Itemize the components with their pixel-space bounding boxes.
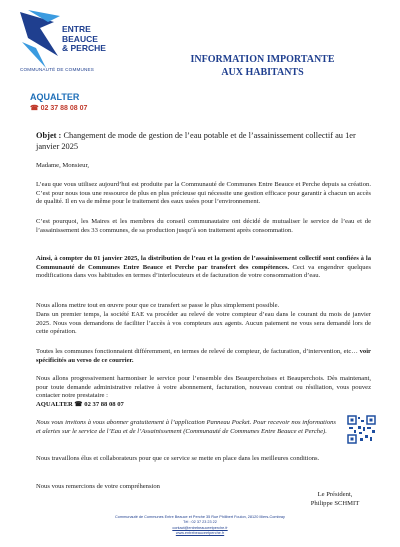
paragraph-4: Nous allons mettre tout en œuvre pour que ce transfert se passe le plus simplement possible. — [36, 302, 280, 309]
paragraph-6-bold: voir spécificités au verso de ce courrier. — [36, 348, 371, 364]
letter-subject — [36, 130, 371, 152]
footer-website-link[interactable]: www.entrebeauceetperche.fr — [175, 531, 225, 536]
signature-title: Le Président, — [317, 491, 353, 498]
paragraph-1: L’eau que vous utilisez aujourd’hui est produite par la Communauté de Communes Entre Beauce et Perche depuis sa création. C’est pour nous tous une ressource de plus en plus précieuse qui nécessite une gestion efficace pour garantir à chacun un accès de qualité. Il en va de même pour le traitement des eaux usées pour l’environnement. — [36, 181, 371, 206]
logo-line-3: & PERCHE — [62, 43, 106, 53]
logo-line-2: BEAUCE — [62, 33, 98, 44]
logo-line-1: ENTRE — [62, 24, 91, 34]
title-line-1: INFORMATION IMPORTANTE — [190, 54, 335, 65]
page-title — [170, 53, 355, 79]
paragraph-7 — [36, 375, 371, 409]
paragraph-10: Nous vous remercions de votre compréhension — [36, 483, 160, 490]
paragraph-6 — [36, 348, 371, 365]
title-line-2: AUX HABITANTS — [221, 67, 304, 78]
paragraph-2: C’est pourquoi, les Maires et les membres du conseil communautaire ont décidé de mutualiser le service de l’eau et de l’assainissement des 33 communes, de sa production jusqu’à son traitement après consommation. — [36, 218, 371, 234]
qr-code-icon — [347, 415, 376, 444]
footer-address: Communauté de Communes Entre Beauce et Perche 35 Rue Philibert Foulon, 28120 Illiers-Combray — [115, 515, 285, 519]
subject-text: Changement de mode de gestion de l’eau potable et de l’assainissement collectif au 1er janvier 2025 — [36, 131, 356, 151]
contact-phone: ☎ 02 37 88 08 07 — [30, 105, 88, 112]
salutation: Madame, Monsieur, — [36, 162, 90, 169]
logo-subtitle: COMMUNAUTÉ DE COMMUNES — [20, 67, 95, 72]
signature-name: Philippe SCHMIT — [310, 500, 360, 507]
subject-label: Objet : — [36, 131, 62, 140]
paragraph-3-rest: Ceci va engendrer quelques modifications dans vos habitudes en termes d’interlocuteurs et de facturation de votre consommation d’eau. — [36, 263, 371, 280]
logo-name — [62, 25, 106, 54]
paragraph-3-bold: Ainsi, à compter du 01 janvier 2025, la distribution de l’eau et la gestion de l’assainissement collectif sont confiées à la Communauté de Communes Entre Beauce et Perche par transfert des compétences. — [36, 255, 371, 271]
paragraph-6-start: Toutes les communes fonctionnaient différemment, en termes de relevé de compteur, de facturation, d’intervention, etc… — [36, 348, 358, 355]
paragraph-5: Dans un premier temps, la société EAE va procéder au relevé de votre compteur d’eau dans le courant du mois de janvier 2025. Nous vous demandons de faciliter l’accès à vos compteurs aux agents. Aucun paiement ne vous sera demandé lors de cette opération. — [36, 311, 371, 336]
paragraph-9: Nous travaillons élus et collaborateurs pour que ce service se mette en place dans les meilleures conditions. — [36, 455, 320, 462]
paragraph-7-text: Nous allons progressivement harmoniser le service pour l’ensemble des Beauperchoises et Beauperchois. Dès maintenant, pour toute demande administrative relative à votre abonnement, facturation, nouveau contrat ou résiliation, vous pouvez contacter notre prestataire : — [36, 375, 371, 400]
paragraph-8: Nous vous invitons à vous abonner gratuitement à l’application Panneau Pocket. Pour recevoir nos informations et alertes sur le service de l’Eau et de l’Assainissement (Communauté de Communes Entre Beauce et Perche). — [36, 419, 336, 435]
contact-name: AQUALTER — [30, 92, 80, 102]
footer — [60, 515, 340, 537]
footer-email-link[interactable]: contact@entrebeauceetperche.fr — [172, 525, 228, 530]
paragraph-7-contact: AQUALTER ☎ 02 37 88 08 07 — [36, 400, 124, 408]
paragraph-3 — [36, 255, 371, 281]
footer-phone: Tél : 02 37 23 23 22 — [183, 520, 217, 525]
